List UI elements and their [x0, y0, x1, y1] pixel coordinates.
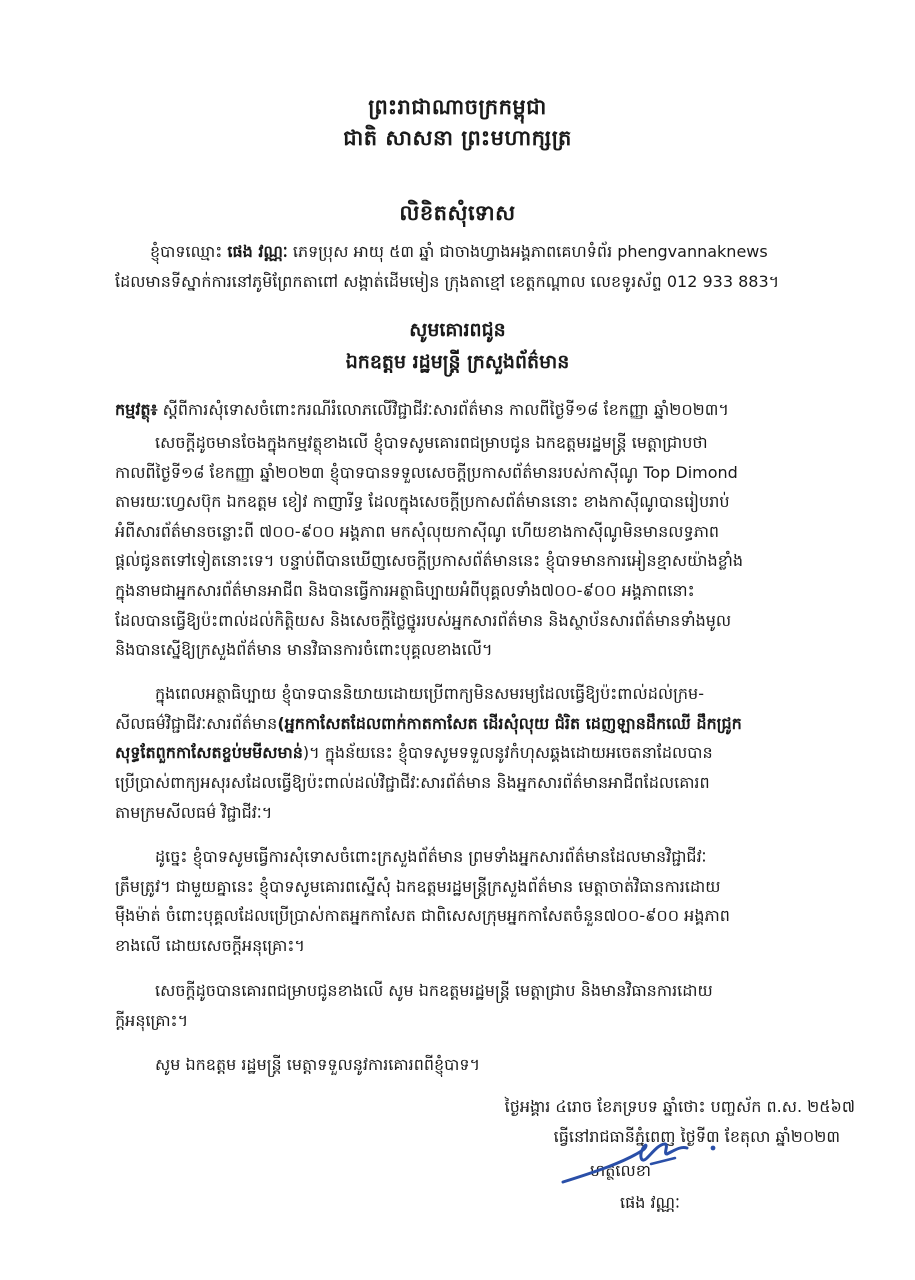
subject-text: ស្តីពីការសុំទោសចំពោះករណីរំលោភលើវិជ្ជាជីវៈសារព័ត៌មាន កាលពីថ្ងៃទី១៨ ខែកញ្ញា ឆ្នាំ២០២៣។ [157, 400, 729, 419]
para1-line: និងបានស្នើឱ្យក្រសួងព័ត៌មាន មានវិធានការចំពោះបុគ្គលខាងលើ។ [115, 640, 493, 659]
para1-line: ក្នុងនាមជាអ្នកសារព័ត៌មានអាជីព និងបានធ្វើការអត្ថាធិប្បាយអំពីបុគ្គលទាំង៧០០-៩០០ អង្គភាពនោះ [115, 581, 695, 600]
para4-line: សេចក្តីដូចបានគោរពជម្រាបជូនខាងលើ សូម ឯកឧត្តមរដ្ឋមន្ត្រី មេត្តាជ្រាប និងមានវិធានការដោយ [155, 981, 713, 1000]
lunar-date: ថ្ងៃអង្គារ ៤រោច ខែភទ្របទ ឆ្នាំថោះ បញ្ចស័ក ព.ស. ២៥៦៧ [504, 1097, 855, 1116]
intro-text: ខ្ញុំបាទឈ្មោះ [150, 242, 228, 261]
subject-label: កម្មវត្ថុ៖ [115, 400, 158, 419]
para2-line [115, 741, 835, 765]
para1-line: សេចក្តីដូចមានចែងក្នុងកម្មវត្ថុខាងលើ ខ្ញុំបាទសូមគោរពជម្រាបជូន ឯកឧត្តមរដ្ឋមន្ត្រី មេត្តាជ្រាបថា [155, 433, 708, 452]
para1-line: ផ្តល់ជូនតទៅទៀតនោះទេ។ បន្ទាប់ពីបានឃើញសេចក្តីប្រកាសព័ត៌មាននេះ ខ្ញុំបាទមានការអៀនខ្មាសយ៉ាងខ្លាំង [115, 551, 743, 570]
signatory-name: ផេង វណ្ណៈ [620, 1193, 680, 1212]
para2-text: សីលធម៌វិជ្ជាជីវៈសារព័ត៌មាន [115, 714, 278, 733]
para1-line: កាលពីថ្ងៃទី១៨ ខែកញ្ញា ឆ្នាំ២០២៣ ខ្ញុំបាទបានទទួលសេចក្តីប្រកាសព័ត៌មានរបស់កាស៊ីណូ Top Dimond [115, 463, 738, 482]
para3-line: ខាងលើ ដោយសេចក្តីអនុគ្រោះ។ [115, 936, 305, 955]
para1-line: តាមរយៈហ្វេសប៊ុក ឯកឧត្តម ខៀវ កាញារីទ្ធ ដែលក្នុងសេចក្តីប្រកាសព័ត៌មាននោះ ខាងកាស៊ីណូបានរៀបរាប់ [115, 492, 730, 511]
para1-line: អំពីសារព័ត៌មានចន្លោះពី ៧០០-៩០០ អង្គភាព មកសុំលុយកាស៊ីណូ ហើយខាងកាស៊ីណូមិនមានលទ្ធភាព [115, 522, 720, 541]
motto-heading: ជាតិ សាសនា ព្រះមហាក្សត្រ [343, 126, 572, 150]
para2-line: ប្រើប្រាស់ពាក្យអសុរសដែលធ្វើឱ្យប៉ះពាល់ដល់វិជ្ជាជីវៈសារព័ត៌មាន និងអ្នកសារព័ត៌មានអាជីពដែលគោរព [115, 773, 710, 792]
solar-date: ធ្វើនៅរាជធានីភ្នំពេញ ថ្ងៃទី៣ ខែតុលា ឆ្នាំ២០២៣ [553, 1127, 840, 1146]
para3-line: ដូច្នេះ ខ្ញុំបាទសូមធ្វើការសុំទោសចំពោះក្រសួងព័ត៌មាន ព្រមទាំងអ្នកសារព័ត៌មានដែលមានវិជ្ជាជីវៈ [155, 847, 707, 866]
intro-line-1 [150, 240, 768, 264]
signature-label: ហត្ថលេខា [590, 1161, 651, 1180]
quoted-words: (អ្នកកាសែតដែលពាក់កាតកាសែត ដើរសុំលុយ ជំរិត ដេញឡានដឹកឈើ ដឹកជ្រូក [277, 714, 742, 733]
intro-line-2: ដែលមានទីស្នាក់ការនៅភូមិព្រែកតាពៅ សង្កាត់ដើមមៀន ក្រុងតាខ្មៅ ខេត្តកណ្តាល លេខទូរស័ព្ទ 012 933 883។ [115, 272, 780, 291]
intro-text: ភេទប្រុស អាយុ ៥៣ ឆ្នាំ ជាចាងហ្វាងអង្គភាពគេហទំព័រ phengvannaknews [287, 242, 768, 261]
subject-line [115, 398, 729, 422]
para2-line [115, 712, 835, 736]
para1-line: ដែលបានធ្វើឱ្យប៉ះពាល់ដល់កិត្តិយស និងសេចក្តីថ្លៃថ្នូររបស់អ្នកសារព័ត៌មាន និងស្ថាប័នសារព័ត៌មានទាំងមូល [115, 611, 732, 630]
author-name: ផេង វណ្ណៈ [227, 242, 288, 261]
para3-line: ត្រឹមត្រូវ។ ជាមួយគ្នានេះ ខ្ញុំបាទសូមគោរពស្នើសុំ ឯកឧត្តមរដ្ឋមន្ត្រីក្រសួងព័ត៌មាន មេត្តាចាត់វិធានការដោយ [115, 877, 721, 896]
para2-text: )។ ក្នុងន័យនេះ ខ្ញុំបាទសូមទទួលនូវកំហុសឆ្គងដោយអចេតនាដែលបាន [302, 743, 713, 762]
para3-line: ម៉ឺងម៉ាត់ ចំពោះបុគ្គលដែលប្រើប្រាស់កាតអ្នកកាសែត ជាពិសេសក្រុមអ្នកកាសែតចំនួន៧០០-៩០០ អង្គភាព [115, 906, 730, 925]
handwritten-signature-icon [555, 1120, 745, 1200]
minister-heading: ឯកឧត្តម រដ្ឋមន្ត្រី ក្រសួងព័ត៌មាន [345, 351, 570, 373]
document-title: លិខិតសុំទោស [399, 201, 516, 225]
para2-line: ក្នុងពេលអត្ថាធិប្បាយ ខ្ញុំបាទបាននិយាយដោយប្រើពាក្យមិនសមរម្យដែលធ្វើឱ្យប៉ះពាល់ដល់ក្រម- [155, 684, 704, 703]
para2-line: តាមក្រមសីលធម៌ វិជ្ជាជីវៈ។ [115, 803, 273, 822]
para4-line: ក្តីអនុគ្រោះ។ [115, 1011, 189, 1030]
quoted-words: សុទ្ធតែពួកកាសែតខ្ចប់មមីសមាន់ [115, 743, 303, 762]
kingdom-heading: ព្រះរាជាណាចក្រកម្ពុជា [368, 95, 547, 119]
respect-heading: សូមគោរពជូន [409, 319, 506, 341]
closing-line: សូម ឯកឧត្តម រដ្ឋមន្ត្រី មេត្តាទទួលនូវការគោរពពីខ្ញុំបាទ។ [155, 1055, 481, 1074]
